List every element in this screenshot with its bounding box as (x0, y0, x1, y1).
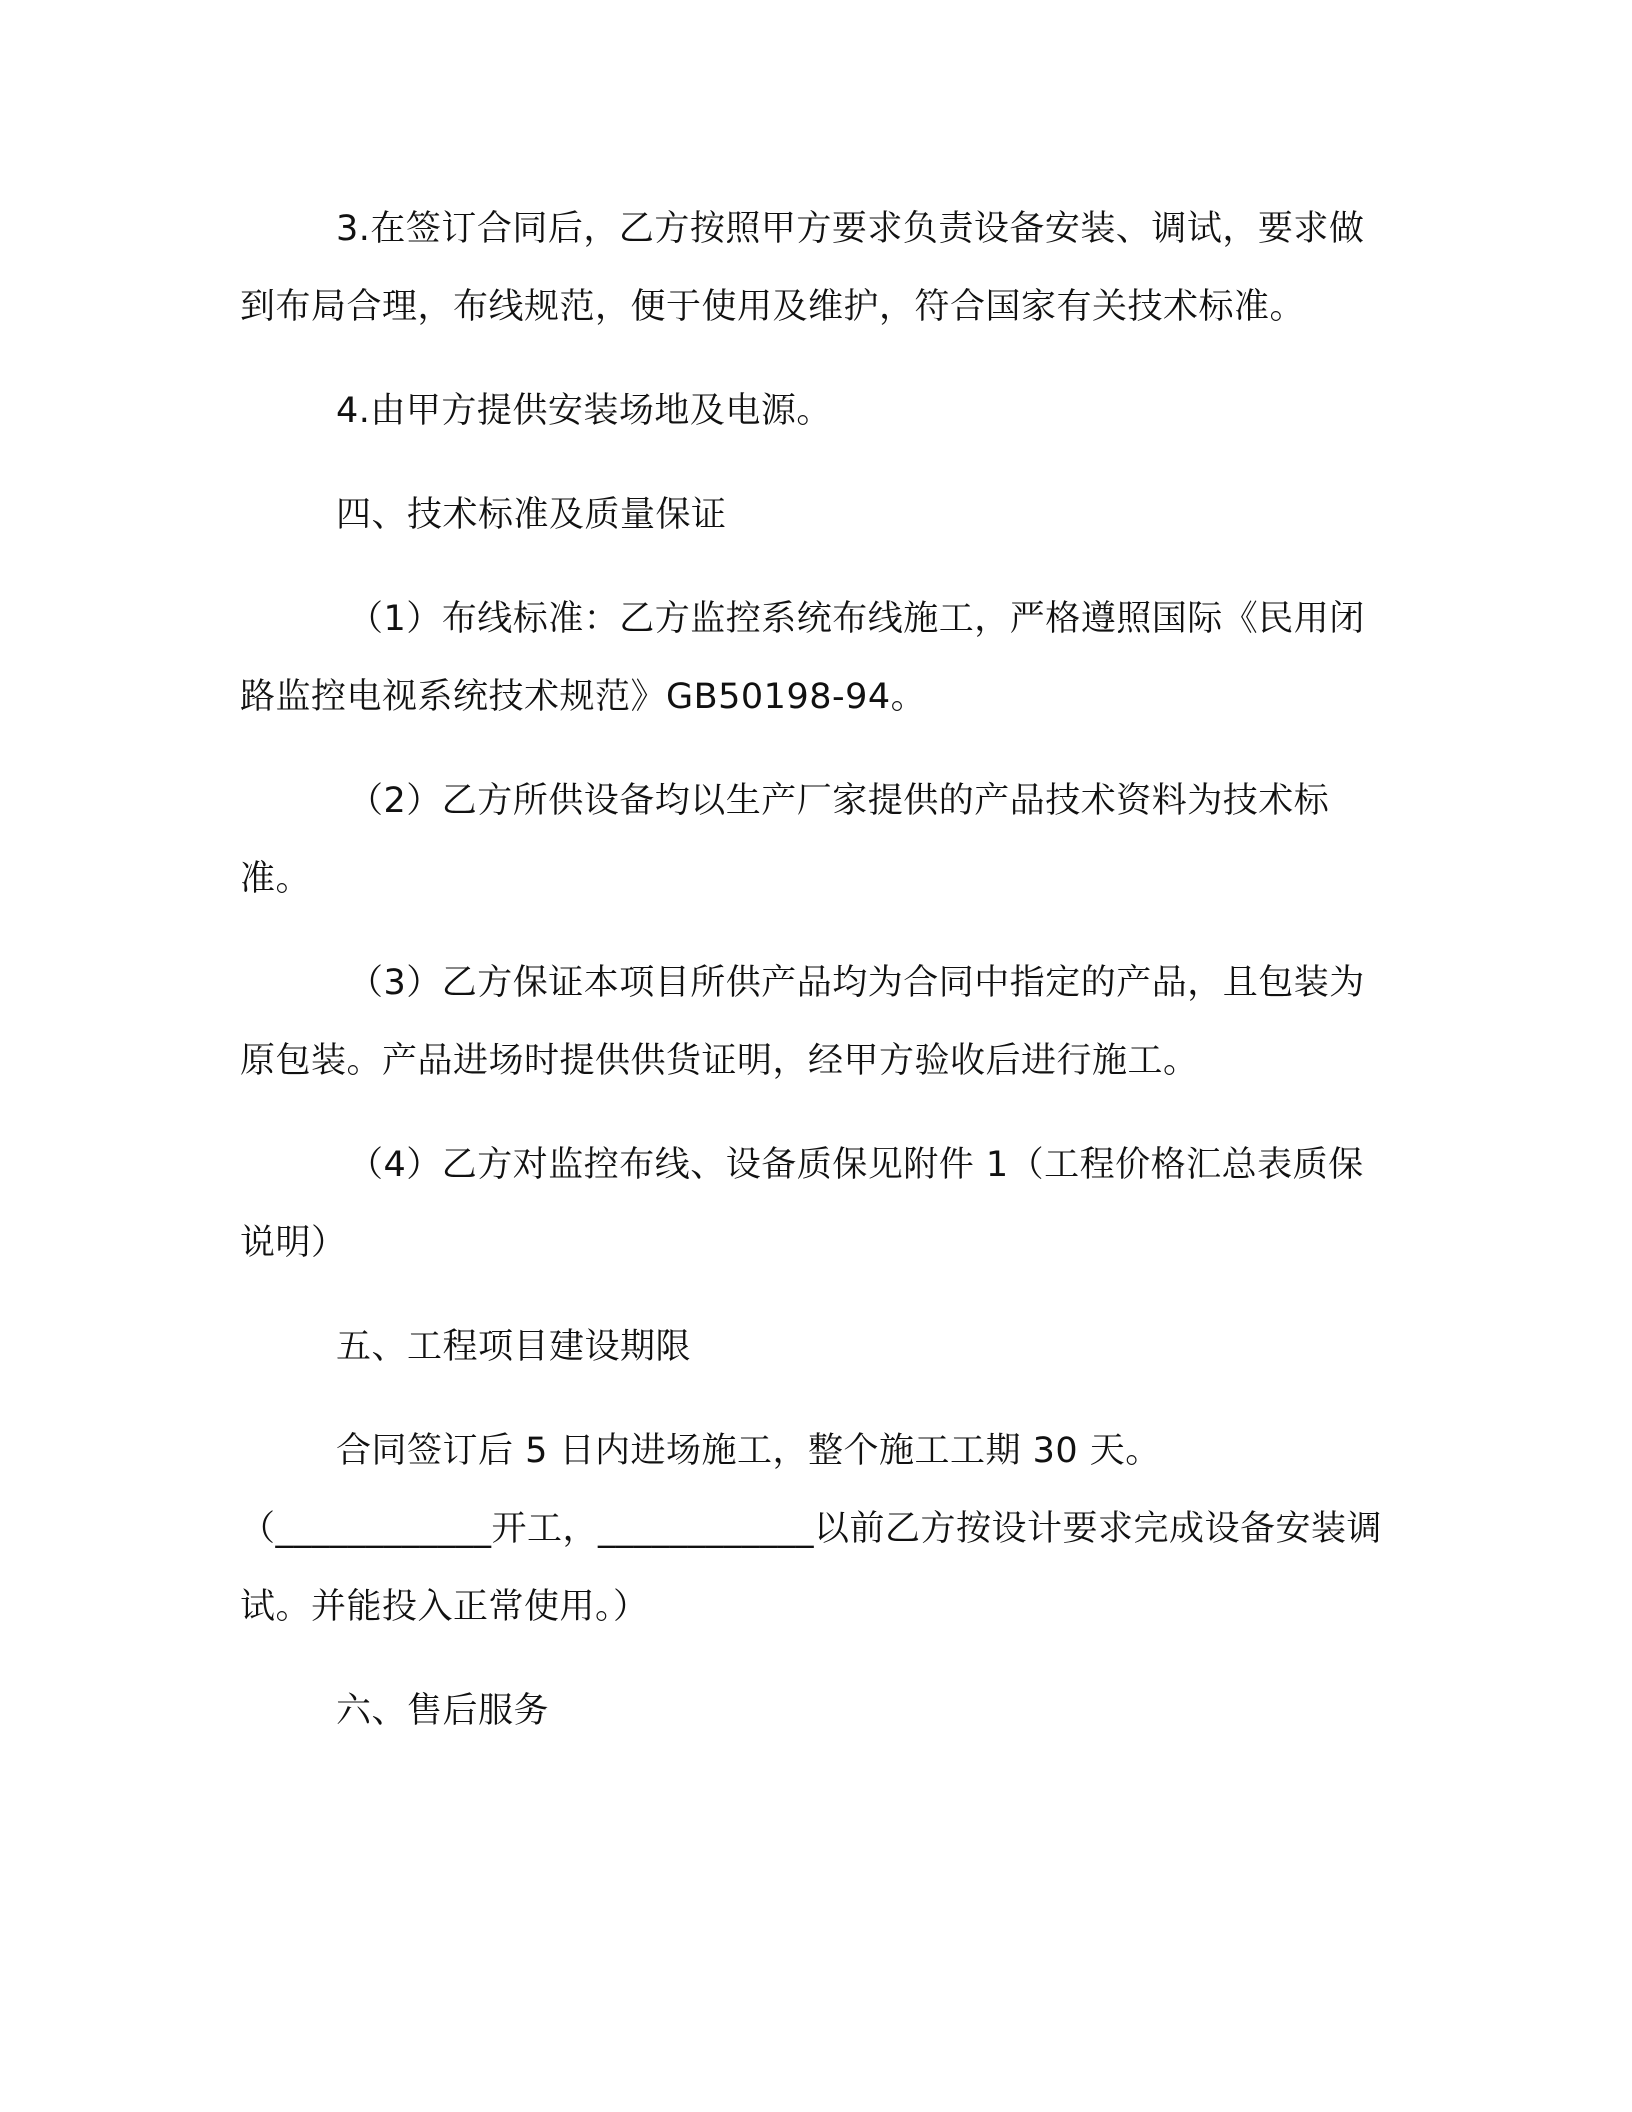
item-2-paragraph: （2）乙方所供设备均以生产厂家提供的产品技术资料为技术标准。 (240, 781, 1330, 899)
section-6-heading: 六、售后服务 (336, 1691, 550, 1731)
item-1-paragraph: （1）布线标准：乙方监控系统布线施工，严格遵照国际《民用闭路监控电视系统技术规范》GB50198-94。 (240, 599, 1365, 717)
item-4-paragraph: （4）乙方对监控布线、设备质保见附件 1（工程价格汇总表质保说明） (240, 1145, 1364, 1263)
construction-period-detail: （____________开工，____________以前乙方按设计要求完成设备安装调试。并能投入正常使用。） (240, 1509, 1383, 1627)
section-4-heading: 四、技术标准及质量保证 (336, 495, 727, 535)
construction-period-paragraph: 合同签订后 5 日内进场施工，整个施工工期 30 天。 (336, 1431, 1161, 1471)
clause-3-paragraph: 3.在签订合同后，乙方按照甲方要求负责设备安装、调试，要求做到布局合理，布线规范，便于使用及维护，符合国家有关技术标准。 (240, 209, 1365, 327)
section-5-heading: 五、工程项目建设期限 (336, 1327, 692, 1367)
item-3-paragraph: （3）乙方保证本项目所供产品均为合同中指定的产品，且包装为原包装。产品进场时提供供货证明，经甲方验收后进行施工。 (240, 963, 1365, 1081)
clause-4-paragraph: 4.由甲方提供安装场地及电源。 (336, 391, 832, 431)
document-body (240, 190, 1390, 1776)
